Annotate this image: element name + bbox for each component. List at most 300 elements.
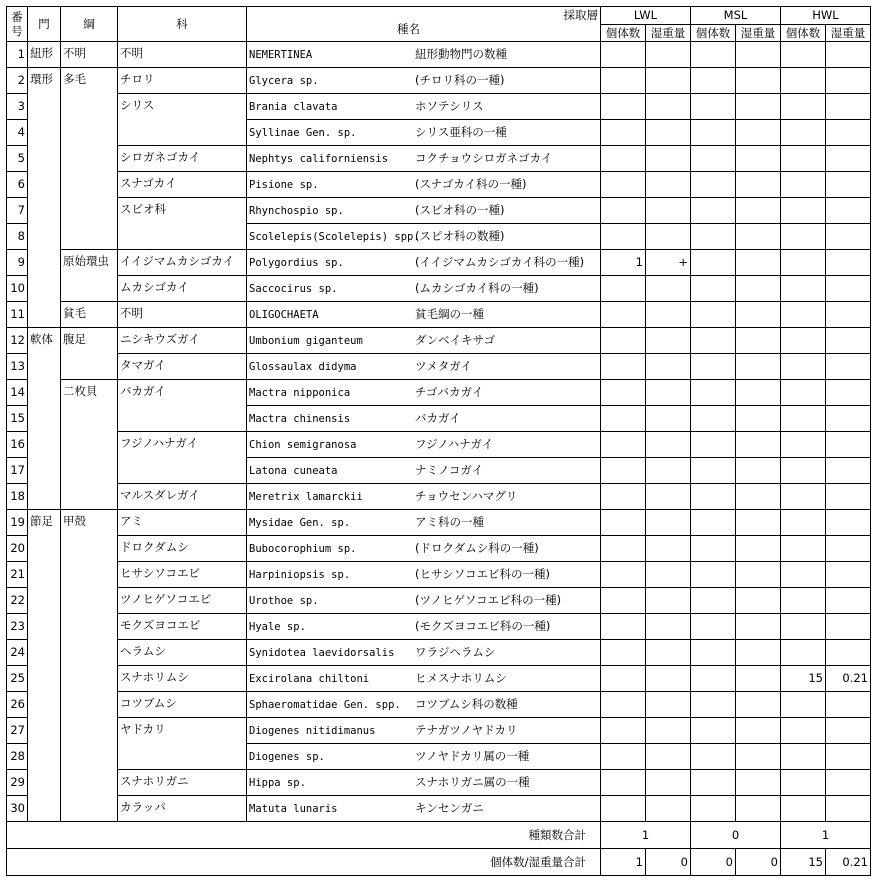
row-number: 6 bbox=[7, 172, 28, 198]
japanese-name: キンセンガニ bbox=[415, 800, 484, 815]
family-cell: シリス bbox=[118, 94, 247, 146]
class-cell: 原始環虫 bbox=[61, 250, 118, 302]
family-cell: ヒサシソコエビ bbox=[118, 562, 247, 588]
hwl-count-cell bbox=[781, 692, 826, 718]
japanese-name: フジノハナガイ bbox=[415, 436, 494, 451]
hwl-count-cell bbox=[781, 276, 826, 302]
lwl-count-cell bbox=[601, 666, 646, 692]
family-cell: スピオ科 bbox=[118, 198, 247, 250]
japanese-name: スナホリガニ属の一種 bbox=[415, 774, 530, 789]
hwl-weight-cell bbox=[826, 146, 871, 172]
lwl-count-cell bbox=[601, 692, 646, 718]
scientific-name: Hyale sp. bbox=[249, 620, 306, 633]
lwl-weight-cell bbox=[646, 172, 691, 198]
lwl-weight-cell bbox=[646, 198, 691, 224]
msl-weight-cell bbox=[736, 744, 781, 770]
table-row bbox=[7, 718, 871, 744]
family-cell: スナホリガニ bbox=[118, 770, 247, 796]
msl-count-cell bbox=[691, 380, 736, 406]
hwl-weight-cell bbox=[826, 640, 871, 666]
hwl-count-cell bbox=[781, 250, 826, 276]
lwl-count-cell bbox=[601, 354, 646, 380]
lwl-weight-cell bbox=[646, 458, 691, 484]
hwl-count-cell bbox=[781, 406, 826, 432]
hwl-weight-cell bbox=[826, 562, 871, 588]
species-cell bbox=[247, 250, 601, 276]
japanese-name: ワラジヘラムシ bbox=[415, 644, 496, 659]
row-number: 16 bbox=[7, 432, 28, 458]
hwl-weight-cell bbox=[826, 770, 871, 796]
hwl-weight-cell bbox=[826, 198, 871, 224]
class-cell: 二枚貝 bbox=[61, 380, 118, 510]
msl-weight-cell bbox=[736, 484, 781, 510]
species-cell bbox=[247, 510, 601, 536]
japanese-name: アミ科の一種 bbox=[415, 514, 484, 529]
table-row bbox=[7, 302, 871, 328]
scientific-name: Glycera sp. bbox=[249, 74, 319, 87]
species-cell bbox=[247, 94, 601, 120]
japanese-name: コクチョウシロガネゴカイ bbox=[415, 150, 553, 165]
japanese-name: コツブムシ科の数種 bbox=[415, 696, 518, 711]
table-row bbox=[7, 276, 871, 302]
msl-weight-cell bbox=[736, 770, 781, 796]
scientific-name: Saccocirus sp. bbox=[249, 282, 338, 295]
family-cell: カラッパ bbox=[118, 796, 247, 822]
table-row bbox=[7, 614, 871, 640]
japanese-name: ヒメスナホリムシ bbox=[415, 670, 507, 685]
hwl-count-cell bbox=[781, 68, 826, 94]
family-cell: ドロクダムシ bbox=[118, 536, 247, 562]
species-cell bbox=[247, 198, 601, 224]
lwl-count-cell bbox=[601, 42, 646, 68]
header-no bbox=[7, 7, 28, 42]
lwl-weight-cell bbox=[646, 94, 691, 120]
lwl-weight-cell bbox=[646, 692, 691, 718]
header-msl: MSL bbox=[691, 7, 781, 25]
lwl-weight-cell bbox=[646, 328, 691, 354]
japanese-name: (スピオ科の一種) bbox=[415, 202, 505, 217]
family-cell: 不明 bbox=[118, 302, 247, 328]
japanese-name: (ドロクダムシ科の一種) bbox=[415, 540, 539, 555]
japanese-name: (ヒサシソコエビ科の一種) bbox=[415, 566, 551, 581]
japanese-name: (チロリ科の一種) bbox=[415, 72, 505, 87]
row-number: 8 bbox=[7, 224, 28, 250]
msl-weight-cell bbox=[736, 536, 781, 562]
msl-count-cell bbox=[691, 146, 736, 172]
species-cell bbox=[247, 458, 601, 484]
japanese-name: チョウセンハマグリ bbox=[415, 488, 518, 503]
hwl-count-cell bbox=[781, 640, 826, 666]
hwl-weight-cell bbox=[826, 458, 871, 484]
species-cell bbox=[247, 354, 601, 380]
japanese-name: (ツノヒゲソコエビ科の一種) bbox=[415, 592, 562, 607]
row-number: 10 bbox=[7, 276, 28, 302]
row-number: 12 bbox=[7, 328, 28, 354]
scientific-name: Polygordius sp. bbox=[249, 256, 344, 269]
msl-weight-cell bbox=[736, 406, 781, 432]
scientific-name: Meretrix lamarckii bbox=[249, 490, 363, 503]
hwl-count-cell bbox=[781, 146, 826, 172]
hwl-weight-cell bbox=[826, 68, 871, 94]
table-row bbox=[7, 588, 871, 614]
msl-count-cell bbox=[691, 172, 736, 198]
species-cell bbox=[247, 718, 601, 744]
header-msl-weight: 湿重量 bbox=[736, 25, 781, 42]
scientific-name: Matuta lunaris bbox=[249, 802, 338, 815]
row-number: 25 bbox=[7, 666, 28, 692]
row-number: 27 bbox=[7, 718, 28, 744]
family-cell: ヤドカリ bbox=[118, 718, 247, 770]
japanese-name: 貧毛綱の一種 bbox=[415, 306, 484, 321]
species-cell bbox=[247, 484, 601, 510]
lwl-count-cell bbox=[601, 536, 646, 562]
header-msl-count: 個体数 bbox=[691, 25, 736, 42]
species-table bbox=[6, 6, 871, 876]
lwl-count-cell bbox=[601, 510, 646, 536]
msl-count-cell bbox=[691, 510, 736, 536]
header-layer: 採取層 bbox=[563, 8, 598, 22]
japanese-name: テナガツノヤドカリ bbox=[415, 722, 518, 737]
lwl-weight-cell: + bbox=[646, 250, 691, 276]
row-number: 9 bbox=[7, 250, 28, 276]
table-row bbox=[7, 666, 871, 692]
species-cell bbox=[247, 380, 601, 406]
hwl-count-cell bbox=[781, 510, 826, 536]
hwl-count-cell bbox=[781, 614, 826, 640]
family-cell: タマガイ bbox=[118, 354, 247, 380]
species-cell bbox=[247, 640, 601, 666]
species-cell bbox=[247, 42, 601, 68]
phylum-cell: 節足 bbox=[28, 510, 61, 822]
msl-weight-cell bbox=[736, 94, 781, 120]
japanese-name: (スナゴカイ科の一種) bbox=[415, 176, 527, 191]
table-row bbox=[7, 484, 871, 510]
scientific-name: Excirolana chiltoni bbox=[249, 672, 370, 685]
lwl-count-cell bbox=[601, 588, 646, 614]
species-cell bbox=[247, 224, 601, 250]
lwl-count-cell bbox=[601, 224, 646, 250]
msl-weight-cell bbox=[736, 718, 781, 744]
msl-weight-cell bbox=[736, 250, 781, 276]
count-weight-total-row bbox=[7, 849, 871, 876]
msl-count-cell bbox=[691, 770, 736, 796]
lwl-count-cell: 1 bbox=[601, 250, 646, 276]
header-species-label: 種名 bbox=[397, 22, 420, 36]
row-number: 18 bbox=[7, 484, 28, 510]
class-cell: 多毛 bbox=[61, 68, 118, 250]
lwl-weight-cell bbox=[646, 796, 691, 822]
scientific-name: Hippa sp. bbox=[249, 776, 306, 789]
hwl-weight-cell bbox=[826, 744, 871, 770]
lwl-weight-cell bbox=[646, 588, 691, 614]
row-number: 20 bbox=[7, 536, 28, 562]
lwl-count-cell bbox=[601, 328, 646, 354]
hwl-weight-cell bbox=[826, 224, 871, 250]
species-cell bbox=[247, 770, 601, 796]
msl-species-total: 0 bbox=[691, 822, 781, 849]
scientific-name: Latona cuneata bbox=[249, 464, 338, 477]
scientific-name: Scolelepis(Scolelepis) spp. bbox=[249, 230, 420, 243]
msl-weight-cell bbox=[736, 796, 781, 822]
msl-count-cell bbox=[691, 354, 736, 380]
table-row bbox=[7, 562, 871, 588]
lwl-count-cell bbox=[601, 94, 646, 120]
hwl-weight-cell bbox=[826, 614, 871, 640]
header-species bbox=[247, 7, 601, 42]
msl-weight-total: 0 bbox=[736, 849, 781, 876]
msl-count-cell bbox=[691, 406, 736, 432]
family-cell: バカガイ bbox=[118, 380, 247, 432]
hwl-count-cell bbox=[781, 770, 826, 796]
hwl-weight-cell bbox=[826, 484, 871, 510]
lwl-weight-cell bbox=[646, 146, 691, 172]
lwl-weight-cell bbox=[646, 640, 691, 666]
table-row bbox=[7, 328, 871, 354]
msl-weight-cell bbox=[736, 42, 781, 68]
msl-count-cell bbox=[691, 536, 736, 562]
header-class: 綱 bbox=[61, 7, 118, 42]
phylum-cell: 環形 bbox=[28, 68, 61, 328]
row-number: 23 bbox=[7, 614, 28, 640]
species-cell bbox=[247, 666, 601, 692]
japanese-name: (ムカシゴカイ科の一種) bbox=[415, 280, 539, 295]
japanese-name: シリス亜科の一種 bbox=[415, 124, 507, 139]
lwl-weight-cell bbox=[646, 718, 691, 744]
msl-weight-cell bbox=[736, 146, 781, 172]
family-cell: ムカシゴカイ bbox=[118, 276, 247, 302]
lwl-weight-cell bbox=[646, 120, 691, 146]
table-row bbox=[7, 640, 871, 666]
msl-count-cell bbox=[691, 302, 736, 328]
lwl-weight-total: 0 bbox=[646, 849, 691, 876]
msl-count-cell bbox=[691, 198, 736, 224]
hwl-count-cell bbox=[781, 458, 826, 484]
hwl-count-cell bbox=[781, 94, 826, 120]
msl-count-cell bbox=[691, 666, 736, 692]
lwl-weight-cell bbox=[646, 666, 691, 692]
table-row bbox=[7, 42, 871, 68]
hwl-count-cell bbox=[781, 354, 826, 380]
lwl-count-cell bbox=[601, 198, 646, 224]
hwl-weight-cell bbox=[826, 250, 871, 276]
class-cell: 甲殻 bbox=[61, 510, 118, 822]
scientific-name: Sphaeromatidae Gen. spp. bbox=[249, 698, 401, 711]
scientific-name: Diogenes sp. bbox=[249, 750, 325, 763]
phylum-cell: 軟体 bbox=[28, 328, 61, 510]
hwl-species-total: 1 bbox=[781, 822, 871, 849]
hwl-count-cell bbox=[781, 796, 826, 822]
hwl-weight-cell bbox=[826, 796, 871, 822]
species-cell bbox=[247, 172, 601, 198]
lwl-weight-cell bbox=[646, 68, 691, 94]
species-cell bbox=[247, 432, 601, 458]
msl-weight-cell bbox=[736, 276, 781, 302]
species-cell bbox=[247, 406, 601, 432]
header-hwl-weight: 湿重量 bbox=[826, 25, 871, 42]
lwl-count-cell bbox=[601, 172, 646, 198]
species-cell bbox=[247, 276, 601, 302]
lwl-count-cell bbox=[601, 302, 646, 328]
lwl-species-total: 1 bbox=[601, 822, 691, 849]
header-hwl-count: 個体数 bbox=[781, 25, 826, 42]
family-cell: アミ bbox=[118, 510, 247, 536]
family-cell: ツノヒゲソコエビ bbox=[118, 588, 247, 614]
header-family: 科 bbox=[118, 7, 247, 42]
row-number: 28 bbox=[7, 744, 28, 770]
row-number: 29 bbox=[7, 770, 28, 796]
msl-count-cell bbox=[691, 458, 736, 484]
header-lwl-weight: 湿重量 bbox=[646, 25, 691, 42]
lwl-count-cell bbox=[601, 770, 646, 796]
family-cell: ヘラムシ bbox=[118, 640, 247, 666]
row-number: 14 bbox=[7, 380, 28, 406]
scientific-name: Glossaulax didyma bbox=[249, 360, 357, 373]
lwl-weight-cell bbox=[646, 406, 691, 432]
table-row bbox=[7, 692, 871, 718]
row-number: 17 bbox=[7, 458, 28, 484]
hwl-count-cell bbox=[781, 328, 826, 354]
table-row bbox=[7, 770, 871, 796]
species-cell bbox=[247, 536, 601, 562]
hwl-count-cell bbox=[781, 120, 826, 146]
hwl-weight-cell bbox=[826, 718, 871, 744]
phylum-cell: 紐形 bbox=[28, 42, 61, 68]
hwl-weight-cell bbox=[826, 510, 871, 536]
species-total-label: 種類数合計 bbox=[7, 822, 601, 849]
family-cell: 不明 bbox=[118, 42, 247, 68]
row-number: 4 bbox=[7, 120, 28, 146]
lwl-count-cell bbox=[601, 562, 646, 588]
hwl-count-cell bbox=[781, 380, 826, 406]
hwl-weight-cell bbox=[826, 302, 871, 328]
hwl-count-cell bbox=[781, 588, 826, 614]
lwl-count-cell bbox=[601, 146, 646, 172]
msl-weight-cell bbox=[736, 458, 781, 484]
hwl-weight-cell bbox=[826, 42, 871, 68]
msl-weight-cell bbox=[736, 692, 781, 718]
hwl-count-cell bbox=[781, 432, 826, 458]
lwl-weight-cell bbox=[646, 484, 691, 510]
msl-weight-cell bbox=[736, 588, 781, 614]
msl-count-cell bbox=[691, 588, 736, 614]
header-hwl: HWL bbox=[781, 7, 871, 25]
msl-count-cell bbox=[691, 276, 736, 302]
scientific-name: Brania clavata bbox=[249, 100, 338, 113]
hwl-count-cell: 15 bbox=[781, 666, 826, 692]
lwl-weight-cell bbox=[646, 42, 691, 68]
japanese-name: (スピオ科の数種) bbox=[415, 228, 505, 243]
lwl-count-cell bbox=[601, 432, 646, 458]
table-row bbox=[7, 432, 871, 458]
lwl-weight-cell bbox=[646, 380, 691, 406]
row-number: 22 bbox=[7, 588, 28, 614]
msl-count-cell bbox=[691, 432, 736, 458]
species-cell bbox=[247, 120, 601, 146]
hwl-weight-cell bbox=[826, 692, 871, 718]
table-row bbox=[7, 94, 871, 120]
row-number: 15 bbox=[7, 406, 28, 432]
table-row bbox=[7, 380, 871, 406]
species-cell bbox=[247, 588, 601, 614]
lwl-weight-cell bbox=[646, 432, 691, 458]
msl-weight-cell bbox=[736, 68, 781, 94]
msl-weight-cell bbox=[736, 302, 781, 328]
count-weight-total-label: 個体数/湿重量合計 bbox=[7, 849, 601, 876]
msl-count-cell bbox=[691, 328, 736, 354]
scientific-name: Rhynchospio sp. bbox=[249, 204, 344, 217]
msl-weight-cell bbox=[736, 432, 781, 458]
row-number: 5 bbox=[7, 146, 28, 172]
msl-count-cell bbox=[691, 68, 736, 94]
msl-count-cell bbox=[691, 94, 736, 120]
lwl-weight-cell bbox=[646, 302, 691, 328]
table-row bbox=[7, 796, 871, 822]
family-cell: マルスダレガイ bbox=[118, 484, 247, 510]
lwl-count-cell bbox=[601, 458, 646, 484]
hwl-count-cell bbox=[781, 562, 826, 588]
msl-weight-cell bbox=[736, 614, 781, 640]
japanese-name: バカガイ bbox=[415, 410, 461, 425]
hwl-weight-cell: 0.21 bbox=[826, 666, 871, 692]
msl-count-cell bbox=[691, 614, 736, 640]
scientific-name: Harpiniopsis sp. bbox=[249, 568, 351, 581]
scientific-name: Bubocorophium sp. bbox=[249, 542, 357, 555]
hwl-count-cell bbox=[781, 302, 826, 328]
msl-count-cell bbox=[691, 692, 736, 718]
lwl-count-cell bbox=[601, 614, 646, 640]
lwl-weight-cell bbox=[646, 562, 691, 588]
hwl-weight-cell bbox=[826, 328, 871, 354]
msl-count-cell bbox=[691, 562, 736, 588]
row-number: 7 bbox=[7, 198, 28, 224]
lwl-weight-cell bbox=[646, 614, 691, 640]
lwl-weight-cell bbox=[646, 510, 691, 536]
lwl-count-cell bbox=[601, 120, 646, 146]
lwl-count-cell bbox=[601, 640, 646, 666]
hwl-weight-cell bbox=[826, 120, 871, 146]
msl-weight-cell bbox=[736, 666, 781, 692]
family-cell: イイジマムカシゴカイ bbox=[118, 250, 247, 276]
scientific-name: Pisione sp. bbox=[249, 178, 319, 191]
row-number: 19 bbox=[7, 510, 28, 536]
msl-count-cell bbox=[691, 796, 736, 822]
species-cell bbox=[247, 744, 601, 770]
msl-weight-cell bbox=[736, 224, 781, 250]
scientific-name: Synidotea laevidorsalis bbox=[249, 646, 395, 659]
japanese-name: 紐形動物門の数種 bbox=[415, 46, 507, 61]
species-cell bbox=[247, 302, 601, 328]
lwl-weight-cell bbox=[646, 744, 691, 770]
scientific-name: Mactra nipponica bbox=[249, 386, 351, 399]
family-cell: スナゴカイ bbox=[118, 172, 247, 198]
msl-weight-cell bbox=[736, 120, 781, 146]
species-cell bbox=[247, 68, 601, 94]
msl-weight-cell bbox=[736, 328, 781, 354]
row-number: 13 bbox=[7, 354, 28, 380]
lwl-count-cell bbox=[601, 744, 646, 770]
msl-count-cell bbox=[691, 640, 736, 666]
japanese-name: ホソテシリス bbox=[415, 98, 484, 113]
table-row bbox=[7, 172, 871, 198]
msl-count-cell bbox=[691, 250, 736, 276]
msl-weight-cell bbox=[736, 640, 781, 666]
lwl-weight-cell bbox=[646, 536, 691, 562]
scientific-name: Nephtys californiensis bbox=[249, 152, 389, 165]
hwl-weight-cell bbox=[826, 588, 871, 614]
hwl-count-cell bbox=[781, 198, 826, 224]
family-cell: シロガネゴカイ bbox=[118, 146, 247, 172]
lwl-count-cell bbox=[601, 718, 646, 744]
